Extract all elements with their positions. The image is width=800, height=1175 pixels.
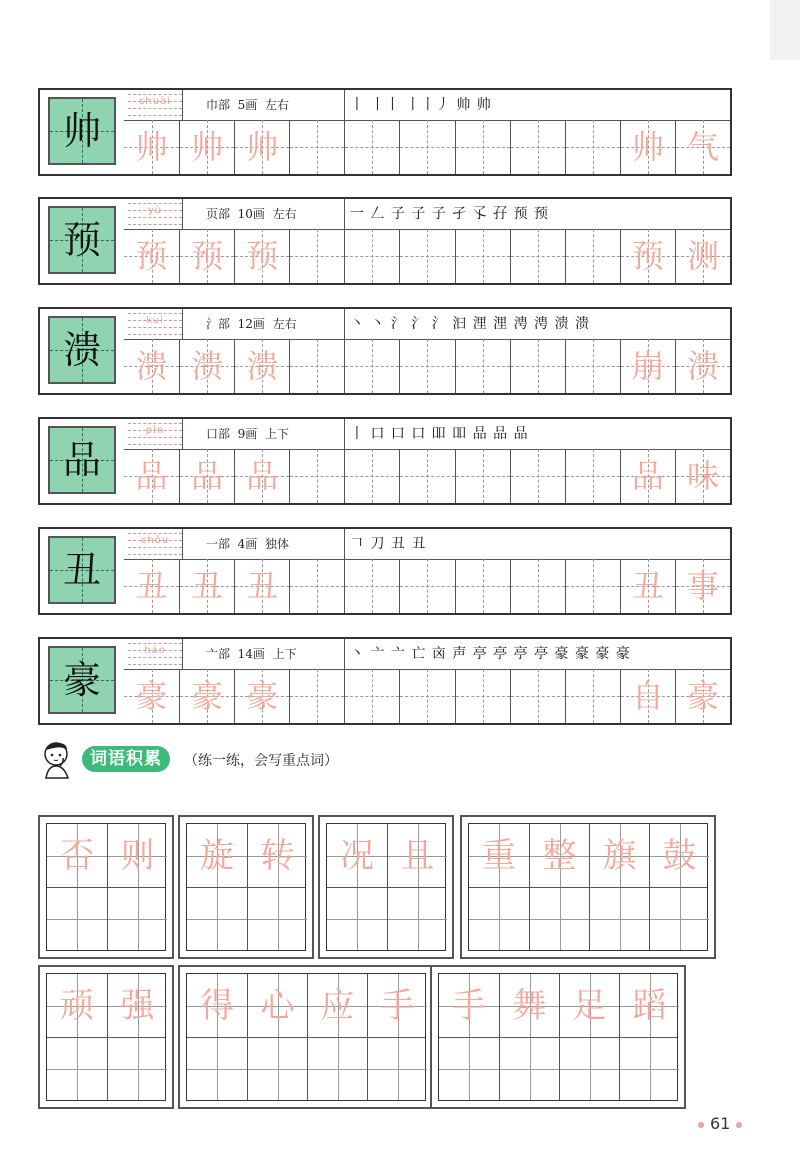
row-divider bbox=[327, 887, 445, 888]
separator bbox=[344, 529, 345, 559]
radical: 一部 bbox=[206, 537, 231, 551]
writing-cell[interactable] bbox=[344, 339, 399, 393]
big-character-box bbox=[48, 536, 116, 604]
pinyin-rule bbox=[128, 444, 182, 445]
stroke-order: 丶 丶 氵 氵 氵 汩 浬 浬 涄 涄 溃 溃 bbox=[350, 316, 590, 332]
separator bbox=[182, 529, 183, 559]
trace-character: 丑 bbox=[246, 567, 279, 605]
pinyin-rule bbox=[128, 423, 182, 424]
writing-cell[interactable] bbox=[344, 229, 399, 283]
character-info bbox=[206, 315, 297, 332]
cell-guide bbox=[290, 476, 344, 477]
trace-character: 帅 bbox=[135, 128, 168, 166]
cell-guide bbox=[530, 919, 589, 920]
writing-cell[interactable] bbox=[455, 120, 510, 174]
big-character-box bbox=[48, 206, 116, 274]
separator bbox=[182, 419, 183, 449]
cell-guide bbox=[400, 147, 454, 148]
word-grid bbox=[186, 973, 426, 1101]
writing-cell[interactable] bbox=[620, 229, 675, 283]
pinyin-box bbox=[128, 421, 182, 445]
word-trace-character: 手 bbox=[380, 986, 415, 1026]
writing-cell[interactable] bbox=[344, 669, 399, 723]
cell-guide bbox=[400, 366, 454, 367]
word-trace-character: 重 bbox=[482, 836, 516, 876]
character-info bbox=[206, 535, 289, 552]
cell-guide bbox=[566, 586, 620, 587]
writing-cell[interactable] bbox=[399, 120, 454, 174]
page-number-text: 61 bbox=[710, 1114, 731, 1133]
word-trace-character: 况 bbox=[340, 836, 374, 876]
cell-guide bbox=[456, 147, 510, 148]
word-trace-character: 鼓 bbox=[662, 836, 697, 876]
separator bbox=[182, 199, 183, 229]
cell-guide bbox=[108, 1069, 167, 1070]
row-divider bbox=[469, 887, 707, 888]
stroke-count: 5画 bbox=[237, 98, 258, 112]
writing-cell[interactable] bbox=[399, 339, 454, 393]
trace-character: 豪 bbox=[135, 677, 168, 715]
pinyin-box bbox=[128, 92, 182, 116]
word-trace-character: 足 bbox=[572, 986, 607, 1026]
radical: 巾部 bbox=[206, 98, 231, 112]
writing-cell[interactable] bbox=[455, 669, 510, 723]
writing-cell[interactable] bbox=[124, 339, 179, 393]
separator bbox=[182, 90, 183, 120]
page-corner-shade bbox=[770, 0, 800, 60]
writing-cell[interactable] bbox=[234, 669, 289, 723]
writing-cell[interactable] bbox=[620, 339, 675, 393]
cell-guide bbox=[456, 696, 510, 697]
trace-character: 气 bbox=[686, 128, 719, 166]
cell-guide bbox=[345, 147, 399, 148]
cell-guide bbox=[187, 1069, 247, 1070]
row-divider bbox=[187, 887, 305, 888]
cell-guide bbox=[650, 919, 709, 920]
pinyin-text: yù bbox=[147, 205, 163, 216]
stroke-count: 4画 bbox=[237, 537, 258, 551]
row-divider bbox=[187, 1037, 425, 1038]
writing-grid bbox=[124, 449, 730, 503]
cell-guide bbox=[590, 919, 649, 920]
word-box bbox=[430, 965, 686, 1109]
cell-guide bbox=[400, 696, 454, 697]
cell-guide bbox=[290, 366, 344, 367]
writing-cell[interactable] bbox=[289, 120, 344, 174]
pinyin-rule bbox=[128, 657, 182, 658]
word-trace-character: 得 bbox=[200, 986, 234, 1026]
pinyin-rule bbox=[128, 313, 182, 314]
writing-cell[interactable] bbox=[179, 449, 234, 503]
writing-cell[interactable] bbox=[565, 669, 620, 723]
stroke-order: 丶 亠 亠 亡 㐫 声 亭 亭 亭 亭 豪 豪 豪 豪 bbox=[350, 646, 631, 662]
writing-cell[interactable] bbox=[675, 559, 730, 613]
word-box bbox=[460, 815, 716, 959]
word-trace-character: 蹈 bbox=[632, 986, 667, 1026]
word-trace-character: 顽 bbox=[60, 986, 94, 1026]
trace-character: 丑 bbox=[191, 567, 224, 605]
cell-guide bbox=[345, 476, 399, 477]
word-trace-character: 且 bbox=[400, 836, 435, 876]
writing-cell[interactable] bbox=[179, 120, 234, 174]
writing-cell[interactable] bbox=[344, 449, 399, 503]
word-trace-character: 心 bbox=[260, 986, 295, 1026]
pinyin-rule bbox=[128, 224, 182, 225]
writing-cell[interactable] bbox=[565, 559, 620, 613]
writing-cell[interactable] bbox=[510, 669, 565, 723]
stroke-order: 𠃍 刀 丑 丑 bbox=[350, 536, 427, 552]
separator bbox=[344, 419, 345, 449]
cell-guide bbox=[345, 586, 399, 587]
cell-guide bbox=[566, 147, 620, 148]
character-row bbox=[38, 307, 732, 395]
pinyin-rule bbox=[128, 547, 182, 548]
writing-grid bbox=[124, 559, 730, 613]
trace-character: 豪 bbox=[246, 677, 279, 715]
trace-character: 帅 bbox=[631, 128, 664, 166]
trace-character: 品 bbox=[191, 457, 224, 495]
row-divider bbox=[439, 1037, 677, 1038]
writing-cell[interactable] bbox=[234, 559, 289, 613]
big-character: 豪 bbox=[62, 658, 101, 702]
writing-cell[interactable] bbox=[289, 339, 344, 393]
writing-cell[interactable] bbox=[565, 339, 620, 393]
writing-cell[interactable] bbox=[124, 229, 179, 283]
cell-guide bbox=[566, 366, 620, 367]
writing-cell[interactable] bbox=[675, 339, 730, 393]
big-character: 品 bbox=[62, 438, 101, 482]
trace-character: 预 bbox=[135, 237, 168, 275]
cell-guide bbox=[108, 919, 167, 920]
writing-grid bbox=[124, 229, 730, 283]
word-trace-character: 否 bbox=[60, 836, 94, 876]
writing-cell[interactable] bbox=[179, 339, 234, 393]
writing-cell[interactable] bbox=[399, 669, 454, 723]
stroke-count: 14画 bbox=[237, 647, 265, 661]
pinyin-rule bbox=[128, 115, 182, 116]
writing-cell[interactable] bbox=[455, 339, 510, 393]
writing-cell[interactable] bbox=[455, 229, 510, 283]
trace-character: 自 bbox=[631, 677, 664, 715]
cell-guide bbox=[511, 586, 565, 587]
word-grid bbox=[326, 823, 446, 951]
character-row bbox=[38, 527, 732, 615]
word-trace-character: 转 bbox=[260, 836, 295, 876]
word-box bbox=[178, 815, 314, 959]
cell-guide bbox=[248, 1069, 307, 1070]
cell-guide bbox=[620, 1069, 679, 1070]
word-trace-character: 应 bbox=[320, 986, 355, 1026]
writing-cell[interactable] bbox=[510, 229, 565, 283]
structure: 左右 bbox=[272, 317, 297, 331]
cell-guide bbox=[345, 256, 399, 257]
pinyin-rule bbox=[128, 327, 182, 328]
separator bbox=[344, 639, 345, 669]
trace-character: 品 bbox=[631, 457, 664, 495]
writing-cell[interactable] bbox=[455, 449, 510, 503]
writing-cell[interactable] bbox=[565, 449, 620, 503]
trace-character: 测 bbox=[686, 237, 719, 275]
character-row bbox=[38, 197, 732, 285]
structure: 左右 bbox=[272, 207, 297, 221]
pinyin-rule bbox=[128, 203, 182, 204]
stroke-count: 9画 bbox=[237, 427, 258, 441]
writing-cell[interactable] bbox=[620, 559, 675, 613]
cell-guide bbox=[345, 366, 399, 367]
separator bbox=[344, 199, 345, 229]
stroke-order: 丨 口 口 口 吅 吅 品 品 品 bbox=[350, 426, 529, 442]
writing-cell[interactable] bbox=[124, 669, 179, 723]
stroke-count: 12画 bbox=[237, 317, 265, 331]
dot-icon bbox=[698, 1122, 704, 1128]
cell-guide bbox=[368, 1069, 427, 1070]
trace-character: 溃 bbox=[686, 347, 719, 385]
cell-guide bbox=[400, 256, 454, 257]
pinyin-text: chǒu bbox=[140, 535, 170, 546]
cell-guide bbox=[327, 919, 387, 920]
writing-cell[interactable] bbox=[234, 339, 289, 393]
pinyin-rule bbox=[128, 643, 182, 644]
cell-guide bbox=[400, 476, 454, 477]
cell-guide bbox=[47, 919, 107, 920]
cell-guide bbox=[388, 919, 447, 920]
word-trace-character: 手 bbox=[452, 986, 486, 1026]
big-character-box bbox=[48, 646, 116, 714]
dot-icon bbox=[736, 1122, 742, 1128]
pinyin-text: háo bbox=[144, 645, 166, 656]
writing-cell[interactable] bbox=[234, 120, 289, 174]
writing-cell[interactable] bbox=[399, 229, 454, 283]
writing-grid bbox=[124, 669, 730, 723]
writing-cell[interactable] bbox=[234, 229, 289, 283]
stroke-order: 一 𠃋 子 子 子 孑 孓 孖 预 预 bbox=[350, 206, 550, 222]
cell-guide bbox=[511, 366, 565, 367]
writing-cell[interactable] bbox=[124, 120, 179, 174]
writing-cell[interactable] bbox=[344, 120, 399, 174]
pinyin-box bbox=[128, 531, 182, 555]
word-trace-character: 强 bbox=[120, 986, 155, 1026]
word-box bbox=[38, 815, 174, 959]
trace-character: 帅 bbox=[246, 128, 279, 166]
writing-cell[interactable] bbox=[620, 669, 675, 723]
separator bbox=[182, 639, 183, 669]
pinyin-text: shuài bbox=[139, 96, 171, 107]
trace-character: 品 bbox=[246, 457, 279, 495]
writing-cell[interactable] bbox=[289, 449, 344, 503]
trace-character: 品 bbox=[135, 457, 168, 495]
cell-guide bbox=[345, 696, 399, 697]
character-row bbox=[38, 88, 732, 176]
character-info bbox=[206, 205, 297, 222]
trace-character: 溃 bbox=[191, 347, 224, 385]
word-trace-character: 舞 bbox=[512, 986, 547, 1026]
writing-cell[interactable] bbox=[344, 559, 399, 613]
cell-guide bbox=[511, 147, 565, 148]
cell-guide bbox=[308, 1069, 367, 1070]
writing-cell[interactable] bbox=[675, 669, 730, 723]
pinyin-rule bbox=[128, 217, 182, 218]
cell-guide bbox=[400, 586, 454, 587]
word-trace-character: 旗 bbox=[602, 836, 637, 876]
page-number bbox=[692, 1114, 748, 1133]
writing-cell[interactable] bbox=[620, 449, 675, 503]
big-character: 丑 bbox=[62, 548, 101, 592]
character-info bbox=[206, 645, 297, 662]
writing-cell[interactable] bbox=[179, 559, 234, 613]
writing-cell[interactable] bbox=[455, 559, 510, 613]
writing-cell[interactable] bbox=[399, 559, 454, 613]
boy-thinking-icon bbox=[40, 740, 80, 780]
structure: 上下 bbox=[264, 427, 289, 441]
big-character: 帅 bbox=[62, 109, 101, 153]
section-title-badge: 词语积累 bbox=[82, 746, 170, 772]
cell-guide bbox=[511, 476, 565, 477]
cell-guide bbox=[500, 1069, 559, 1070]
pinyin-box bbox=[128, 311, 182, 335]
separator bbox=[182, 309, 183, 339]
writing-cell[interactable] bbox=[565, 229, 620, 283]
separator bbox=[344, 309, 345, 339]
cell-guide bbox=[469, 919, 529, 920]
character-row bbox=[38, 637, 732, 725]
cell-guide bbox=[456, 586, 510, 587]
writing-grid bbox=[124, 339, 730, 393]
trace-character: 预 bbox=[246, 237, 279, 275]
cell-guide bbox=[290, 696, 344, 697]
radical: 氵部 bbox=[206, 317, 231, 331]
trace-character: 豪 bbox=[686, 677, 719, 715]
trace-character: 豪 bbox=[191, 677, 224, 715]
pinyin-rule bbox=[128, 94, 182, 95]
structure: 左右 bbox=[264, 98, 289, 112]
row-divider bbox=[47, 1037, 165, 1038]
trace-character: 事 bbox=[686, 567, 719, 605]
pinyin-rule bbox=[128, 108, 182, 109]
writing-cell[interactable] bbox=[289, 229, 344, 283]
row-divider bbox=[47, 887, 165, 888]
trace-character: 丑 bbox=[135, 567, 168, 605]
radical: 亠部 bbox=[206, 647, 231, 661]
writing-cell[interactable] bbox=[510, 559, 565, 613]
writing-cell[interactable] bbox=[565, 120, 620, 174]
word-accumulation-header bbox=[40, 740, 440, 780]
writing-cell[interactable] bbox=[399, 449, 454, 503]
trace-character: 溃 bbox=[246, 347, 279, 385]
trace-character: 预 bbox=[631, 237, 664, 275]
cell-guide bbox=[248, 919, 307, 920]
radical: 口部 bbox=[206, 427, 231, 441]
section-subtitle: （练一练，会写重点词） bbox=[184, 753, 338, 769]
structure: 上下 bbox=[272, 647, 297, 661]
pinyin-rule bbox=[128, 437, 182, 438]
trace-character: 溃 bbox=[135, 347, 168, 385]
structure: 独体 bbox=[264, 537, 289, 551]
word-grid bbox=[46, 973, 166, 1101]
writing-cell[interactable] bbox=[675, 120, 730, 174]
stroke-order: 丨 丨丨 丨丨丿 帅 帅 bbox=[350, 97, 492, 113]
cell-guide bbox=[456, 256, 510, 257]
writing-cell[interactable] bbox=[510, 339, 565, 393]
word-grid bbox=[438, 973, 678, 1101]
cell-guide bbox=[511, 696, 565, 697]
trace-character: 预 bbox=[191, 237, 224, 275]
cell-guide bbox=[187, 919, 247, 920]
word-box bbox=[178, 965, 434, 1109]
writing-cell[interactable] bbox=[675, 229, 730, 283]
writing-cell[interactable] bbox=[179, 229, 234, 283]
writing-cell[interactable] bbox=[124, 559, 179, 613]
trace-character: 丑 bbox=[631, 567, 664, 605]
pinyin-rule bbox=[128, 334, 182, 335]
big-character-box bbox=[48, 426, 116, 494]
cell-guide bbox=[566, 256, 620, 257]
writing-cell[interactable] bbox=[179, 669, 234, 723]
writing-grid bbox=[124, 120, 730, 174]
word-grid bbox=[186, 823, 306, 951]
separator bbox=[344, 90, 345, 120]
stroke-count: 10画 bbox=[237, 207, 265, 221]
character-row bbox=[38, 417, 732, 505]
writing-cell[interactable] bbox=[289, 559, 344, 613]
cell-guide bbox=[439, 1069, 499, 1070]
word-box bbox=[38, 965, 174, 1109]
pinyin-box bbox=[128, 641, 182, 665]
cell-guide bbox=[566, 696, 620, 697]
cell-guide bbox=[566, 476, 620, 477]
pinyin-rule bbox=[128, 664, 182, 665]
writing-cell[interactable] bbox=[234, 449, 289, 503]
word-grid bbox=[468, 823, 708, 951]
pinyin-box bbox=[128, 201, 182, 225]
cell-guide bbox=[456, 476, 510, 477]
writing-cell[interactable] bbox=[289, 669, 344, 723]
trace-character: 帅 bbox=[191, 128, 224, 166]
cell-guide bbox=[290, 256, 344, 257]
trace-character: 味 bbox=[686, 457, 719, 495]
character-info bbox=[206, 425, 289, 442]
cell-guide bbox=[560, 1069, 619, 1070]
word-trace-character: 旋 bbox=[200, 836, 234, 876]
character-info bbox=[206, 96, 289, 113]
cell-guide bbox=[511, 256, 565, 257]
pinyin-text: kuì bbox=[146, 315, 164, 326]
radical: 页部 bbox=[206, 207, 231, 221]
word-trace-character: 则 bbox=[120, 836, 155, 876]
writing-cell[interactable] bbox=[124, 449, 179, 503]
writing-cell[interactable] bbox=[510, 449, 565, 503]
big-character: 溃 bbox=[62, 328, 101, 372]
word-box bbox=[318, 815, 454, 959]
word-trace-character: 整 bbox=[542, 836, 577, 876]
cell-guide bbox=[290, 147, 344, 148]
big-character-box bbox=[48, 97, 116, 165]
pinyin-rule bbox=[128, 554, 182, 555]
writing-cell[interactable] bbox=[510, 120, 565, 174]
trace-character: 崩 bbox=[631, 347, 664, 385]
pinyin-rule bbox=[128, 533, 182, 534]
cell-guide bbox=[47, 1069, 107, 1070]
cell-guide bbox=[290, 586, 344, 587]
pinyin-text: pǐn bbox=[145, 425, 165, 436]
writing-cell[interactable] bbox=[620, 120, 675, 174]
big-character: 预 bbox=[62, 218, 101, 262]
cell-guide bbox=[456, 366, 510, 367]
big-character-box bbox=[48, 316, 116, 384]
writing-cell[interactable] bbox=[675, 449, 730, 503]
word-grid bbox=[46, 823, 166, 951]
